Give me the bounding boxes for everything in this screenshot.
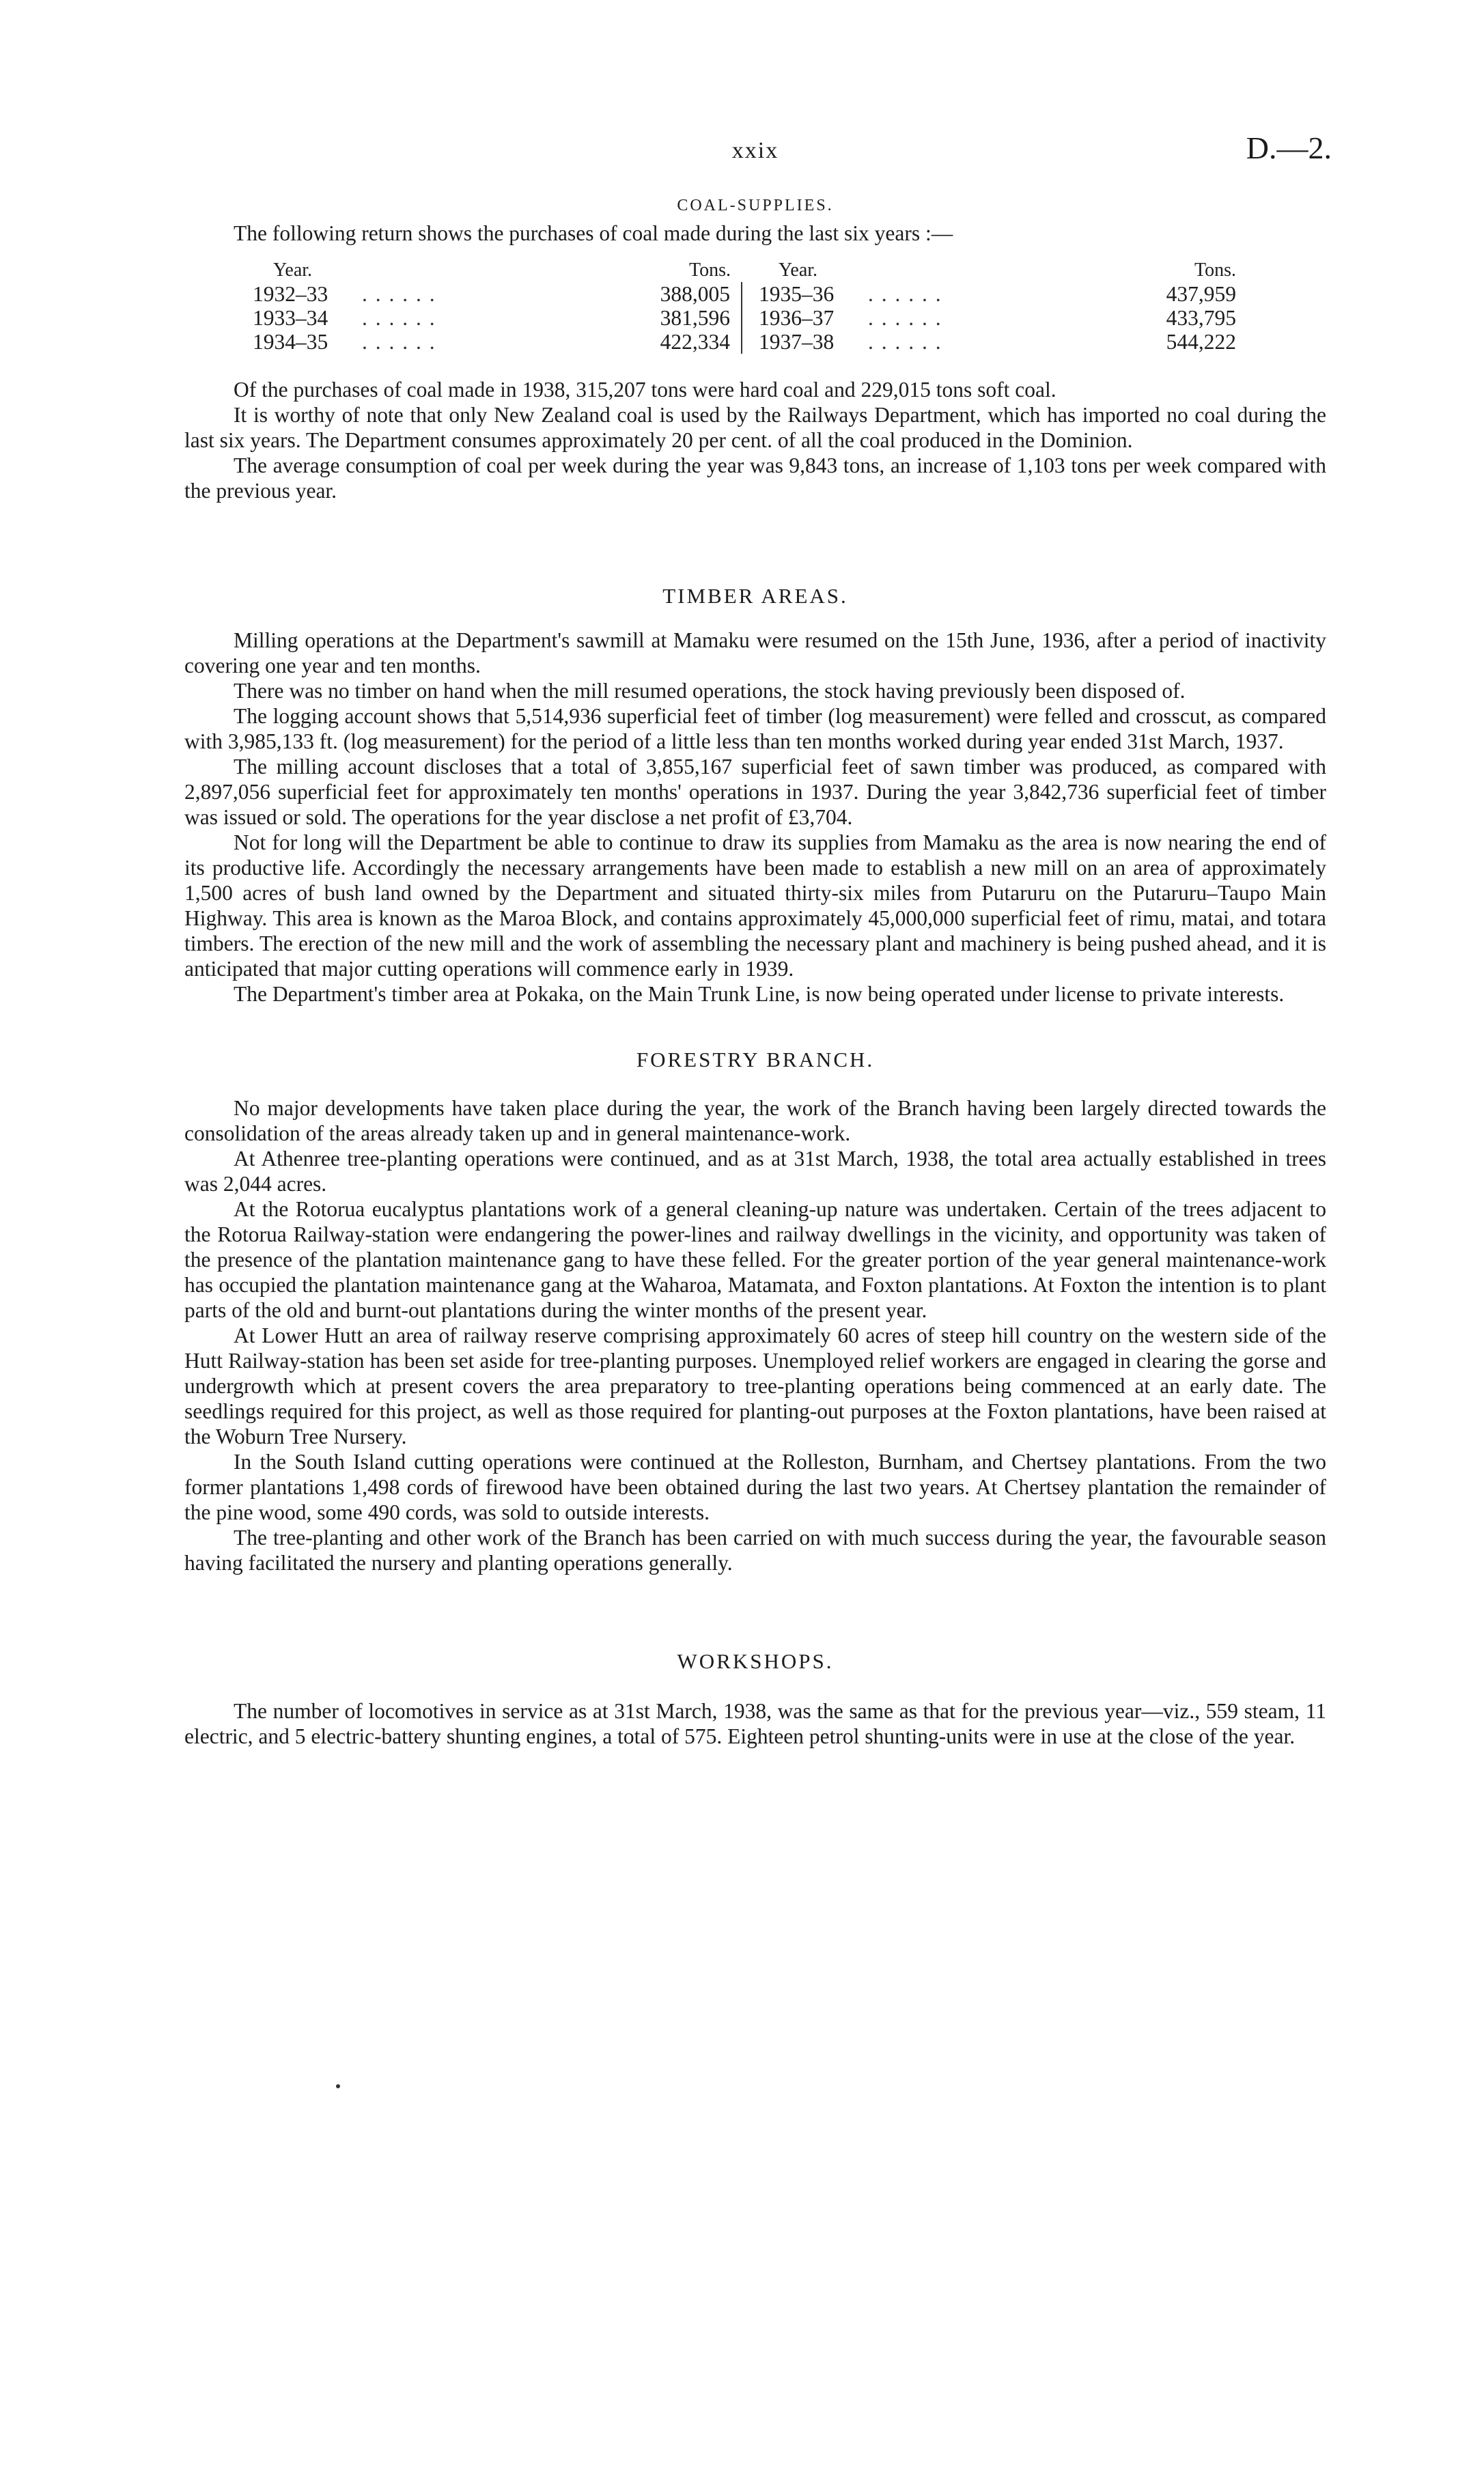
- document-reference: D.—2.: [1246, 130, 1332, 165]
- workshops-section: [184, 1649, 1326, 1749]
- body-paragraph: In the South Island cutting operations were continued at the Rolleston, Burnham, and Chertsey plantations. From the two former plantations 1,498 cords of firewood have been obtained during the last two years. At Chertsey plantation the remainder of the pine wood, some 490 cords, was sold to outside interests.: [184, 1450, 1326, 1524]
- page-header: [184, 130, 1332, 184]
- body-paragraph: Of the purchases of coal made in 1938, 315,207 tons were hard coal and 229,015 tons soft coal.: [234, 378, 1056, 402]
- leader-dots: . . . . . .: [362, 306, 436, 330]
- body-paragraph: The logging account shows that 5,514,936 superficial feet of timber (log measurement) were felled and crosscut, as compared with 3,985,133 ft. (log measurement) for the period of a little less than ten months worked during year ended 31st March, 1937.: [184, 704, 1326, 753]
- forestry-branch-section: [184, 1048, 1326, 1575]
- year-cell: 1937–38: [759, 330, 835, 354]
- coal-purchases-table: [253, 258, 1236, 354]
- body-paragraph: Not for long will the Department be able to continue to draw its supplies from Mamaku as the area is now nearing the end of its productive life. Accordingly the necessary arrangements have been made to establish a new mill on an area of approximately 1,500 acres of bush land owned by the Department and situated thirty-six miles from Putaruru on the Putaruru–Taupo Main Highway. This area is known as the Maroa Block, and contains approximately 45,000,000 superficial feet of rimu, matai, and totara timbers. The erection of the new mill and the work of assembling the necessary plant and machinery is being pushed ahead, and it is anticipated that major cutting operations will commence early in 1939.: [184, 830, 1326, 981]
- tons-cell: 433,795: [1166, 306, 1236, 330]
- body-paragraph: No major developments have taken place during the year, the work of the Branch having been largely directed towards the consolidation of the areas already taken up and in general maintenance-work.: [184, 1096, 1326, 1145]
- coal-intro: The following return shows the purchases of coal made during the last six years :—: [234, 221, 953, 245]
- document-page: [184, 130, 1332, 1749]
- tons-column-header: Tons.: [688, 260, 731, 281]
- forestry-branch-heading: FORESTRY BRANCH.: [636, 1048, 875, 1071]
- body-paragraph: At Lower Hutt an area of railway reserve comprising approximately 60 acres of steep hill country on the western side of the Hutt Railway-station has been set aside for tree-planting purposes. Unemployed relief workers are engaged in clearing the gorse and undergrowth which at present covers the area preparatory to tree-planting operations being commenced at an early date. The seedlings required for this project, as well as those required for planting-out purposes at the Foxton plantations, have been raised at the Woburn Tree Nursery.: [184, 1323, 1326, 1448]
- leader-dots: . . . . . .: [868, 282, 942, 306]
- year-column-header: Year.: [779, 260, 818, 281]
- table-row: [253, 330, 1236, 354]
- tons-cell: 381,596: [660, 306, 730, 330]
- workshops-heading: WORKSHOPS.: [677, 1649, 834, 1673]
- year-cell: 1934–35: [253, 330, 328, 354]
- leader-dots: . . . . . .: [362, 330, 436, 354]
- tons-cell: 437,959: [1166, 282, 1236, 306]
- table-row: [253, 282, 1236, 306]
- table-row: [253, 306, 1236, 330]
- body-paragraph: At the Rotorua eucalyptus plantations work of a general cleaning-up nature was undertaken. Certain of the trees adjacent to the Rotorua Railway-station were endangering the power-lines and railway dwellings in the vicinity, and opportunity was taken of the presence of the plantation maintenance gang to have these felled. For the greater portion of the year general maintenance-work has occupied the plantation maintenance gang at the Waharoa, Matamata, and Foxton plantations. At Foxton the intention is to plant parts of the old and burnt-out plantations during the winter months of the present year.: [184, 1197, 1326, 1322]
- leader-dots: . . . . . .: [868, 306, 942, 330]
- body-paragraph: The Department's timber area at Pokaka, on the Main Trunk Line, is now being operated under license to private interests.: [234, 982, 1285, 1006]
- leader-dots: . . . . . .: [362, 282, 436, 306]
- body-paragraph: The average consumption of coal per week during the year was 9,843 tons, an increase of 1,103 tons per week compared with the previous year.: [184, 453, 1326, 503]
- body-paragraph: The tree-planting and other work of the Branch has been carried on with much success during the year, the favourable season having facilitated the nursery and planting operations generally.: [184, 1526, 1326, 1575]
- body-paragraph: Milling operations at the Department's sawmill at Mamaku were resumed on the 15th June, 1936, after a period of inactivity covering one year and ten months.: [184, 628, 1326, 677]
- timber-areas-section: [184, 584, 1326, 1007]
- page-number: xxix: [731, 138, 779, 163]
- table-header-row: [253, 258, 1236, 282]
- tons-column-header: Tons.: [1194, 260, 1236, 281]
- timber-areas-heading: TIMBER AREAS.: [662, 584, 848, 608]
- body-paragraph: At Athenree tree-planting operations were continued, and as at 31st March, 1938, the total area actually established in trees was 2,044 acres.: [184, 1147, 1326, 1196]
- leader-dots: . . . . . .: [868, 330, 942, 354]
- tons-cell: 544,222: [1166, 330, 1236, 354]
- year-cell: 1932–33: [253, 282, 328, 306]
- stray-mark: [336, 2084, 340, 2088]
- body-paragraph: There was no timber on hand when the mill resumed operations, the stock having previously been disposed of.: [234, 679, 1186, 703]
- coal-supplies-section: [184, 197, 1326, 503]
- year-column-header: Year.: [273, 260, 313, 281]
- year-cell: 1935–36: [759, 282, 835, 306]
- tons-cell: 388,005: [660, 282, 730, 306]
- tons-cell: 422,334: [660, 330, 730, 354]
- body-paragraph: It is worthy of note that only New Zealand coal is used by the Railways Department, which has imported no coal during the last six years. The Department consumes approximately 20 per cent. of all the coal produced in the Dominion.: [184, 403, 1326, 452]
- body-paragraph: The milling account discloses that a total of 3,855,167 superficial feet of sawn timber was produced, as compared with 2,897,056 superficial feet for approximately ten months' operations in 1937. During the year 3,842,736 superficial feet of timber was issued or sold. The operations for the year disclose a net profit of £3,704.: [184, 755, 1326, 829]
- body-paragraph: The number of locomotives in service as at 31st March, 1938, was the same as that for the previous year—viz., 559 steam, 11 electric, and 5 electric-battery shunting engines, a total of 575. Eighteen petrol shunting-units were in use at the close of the year.: [184, 1699, 1326, 1748]
- year-cell: 1933–34: [253, 306, 328, 330]
- coal-supplies-heading: COAL-SUPPLIES.: [677, 197, 834, 214]
- year-cell: 1936–37: [759, 306, 835, 330]
